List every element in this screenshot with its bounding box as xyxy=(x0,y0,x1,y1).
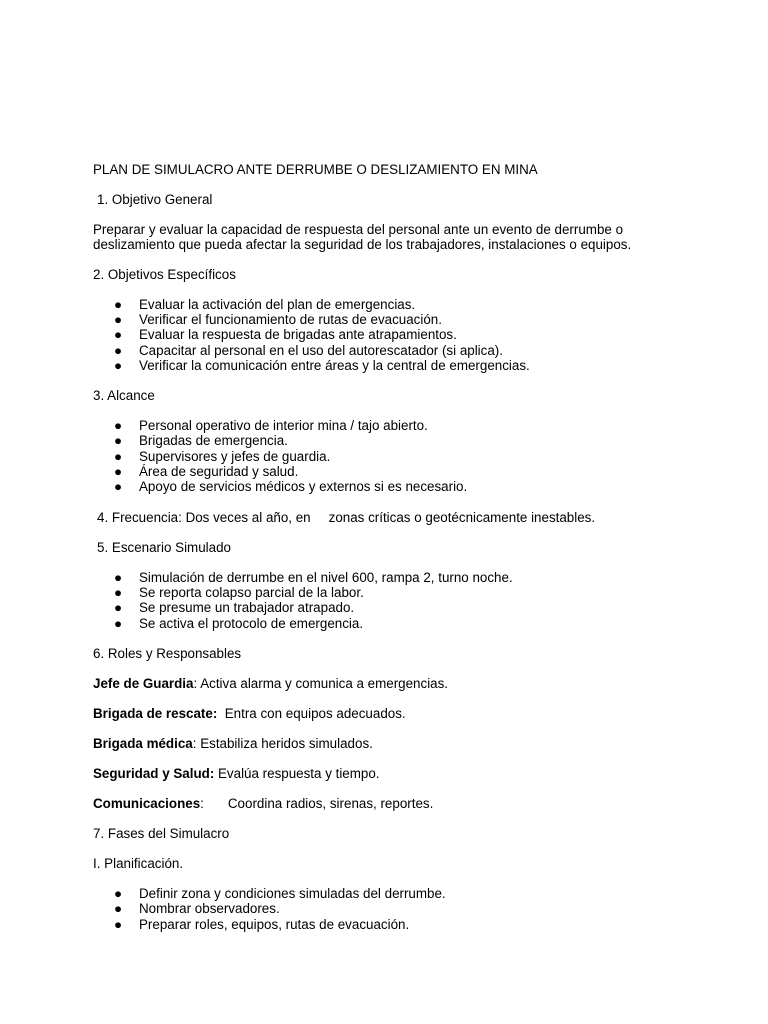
document-title: PLAN DE SIMULACRO ANTE DERRUMBE O DESLIZAMIENTO EN MINA xyxy=(93,162,538,177)
section-heading-fases: 7. Fases del Simulacro xyxy=(93,826,230,841)
bullet-icon: ● xyxy=(114,343,123,358)
list-item-text: Preparar roles, equipos, rutas de evacuación. xyxy=(139,917,410,932)
bullet-icon: ● xyxy=(114,297,123,312)
role-description: Estabiliza heridos simulados. xyxy=(196,736,373,751)
role-name: Brigada de rescate: xyxy=(93,706,218,721)
section-heading-alcance: 3. Alcance xyxy=(93,388,155,403)
section-heading-escenario: 5. Escenario Simulado xyxy=(97,540,231,555)
list-item-text: Verificar el funcionamiento de rutas de evacuación. xyxy=(139,312,442,327)
bullet-icon: ● xyxy=(114,312,123,327)
bullet-icon: ● xyxy=(114,616,123,631)
list-item-text: Supervisores y jefes de guardia. xyxy=(139,449,331,464)
role-entry xyxy=(93,796,433,812)
list-item-text: Se activa el protocolo de emergencia. xyxy=(139,616,364,631)
list-item-text: Verificar la comunicación entre áreas y la central de emergencias. xyxy=(139,358,530,373)
bullet-icon: ● xyxy=(114,479,123,494)
role-description: Entra con equipos adecuados. xyxy=(217,706,406,721)
list-item-text: Simulación de derrumbe en el nivel 600, rampa 2, turno noche. xyxy=(139,570,513,585)
list-item-text: Se reporta colapso parcial de la labor. xyxy=(139,585,364,600)
list-item-text: Nombrar observadores. xyxy=(139,901,280,916)
list-item-text: Capacitar al personal en el uso del autorescatador (si aplica). xyxy=(139,343,503,358)
role-entry xyxy=(93,736,373,752)
role-description: Evalúa respuesta y tiempo. xyxy=(214,766,380,781)
bullet-icon: ● xyxy=(114,418,123,433)
list-item-text: Área de seguridad y salud. xyxy=(139,464,299,479)
role-name: Seguridad y Salud: xyxy=(93,766,215,781)
role-description: Activa alarma y comunica a emergencias. xyxy=(197,676,449,691)
role-separator: : xyxy=(193,676,198,691)
list-item-text: Personal operativo de interior mina / tajo abierto. xyxy=(139,418,428,433)
bullet-icon: ● xyxy=(114,358,123,373)
list-item-text: Evaluar la respuesta de brigadas ante atrapamientos. xyxy=(139,327,457,342)
role-separator: : xyxy=(192,736,197,751)
paragraph-line: Preparar y evaluar la capacidad de respuesta del personal ante un evento de derrumbe o xyxy=(93,222,624,237)
bullet-icon: ● xyxy=(114,886,123,901)
bullet-icon: ● xyxy=(114,901,123,916)
frecuencia-value: zonas críticas o geotécnicamente inestables. xyxy=(328,510,596,525)
role-entry xyxy=(93,676,448,692)
frecuencia-label: 4. Frecuencia: Dos veces al año, en xyxy=(97,510,311,525)
role-entry xyxy=(93,766,380,782)
section-heading-objetivo-general: 1. Objetivo General xyxy=(97,192,213,207)
bullet-icon: ● xyxy=(114,600,123,615)
role-name: Brigada médica xyxy=(93,736,193,751)
bullet-icon: ● xyxy=(114,327,123,342)
role-separator: : xyxy=(200,796,204,811)
role-name: Jefe de Guardia xyxy=(93,676,194,691)
bullet-icon: ● xyxy=(114,464,123,479)
section-heading-roles: 6. Roles y Responsables xyxy=(93,646,242,661)
list-item-text: Apoyo de servicios médicos y externos si es necesario. xyxy=(139,479,468,494)
paragraph-line: deslizamiento que pueda afectar la seguridad de los trabajadores, instalaciones o equipos. xyxy=(93,237,632,252)
list-item-text: Definir zona y condiciones simuladas del derrumbe. xyxy=(139,886,446,901)
list-item-text: Se presume un trabajador atrapado. xyxy=(139,600,355,615)
section-heading-objetivos-especificos: 2. Objetivos Específicos xyxy=(93,267,236,282)
role-description: Coordina radios, sirenas, reportes. xyxy=(227,796,434,811)
role-entry xyxy=(93,706,406,722)
sub-heading-planificacion: I. Planificación. xyxy=(93,856,184,871)
bullet-icon: ● xyxy=(114,433,123,448)
bullet-icon: ● xyxy=(114,585,123,600)
role-name: Comunicaciones xyxy=(93,796,201,811)
bullet-icon: ● xyxy=(114,570,123,585)
list-item-text: Evaluar la activación del plan de emergencias. xyxy=(139,297,416,312)
frecuencia-line xyxy=(97,510,595,526)
list-item-text: Brigadas de emergencia. xyxy=(139,433,288,448)
bullet-icon: ● xyxy=(114,449,123,464)
bullet-icon: ● xyxy=(114,917,123,932)
